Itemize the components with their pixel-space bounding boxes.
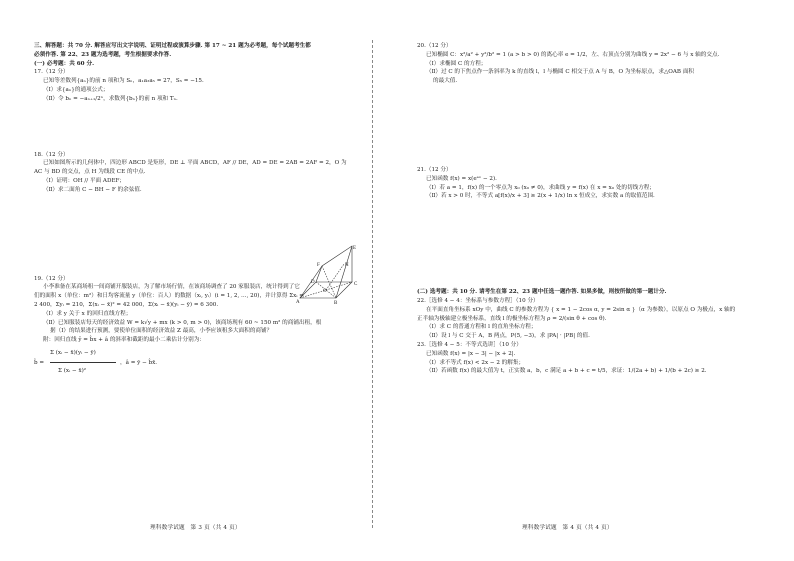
section-three-heading-cont: 必须作答. 第 22、23 题为选考题，考生根据要求作答. bbox=[34, 51, 172, 58]
q23-stem: 已知函数 f(x) = |x − 3| − |x + 2|. bbox=[426, 350, 516, 357]
figure-label-a: A bbox=[296, 300, 300, 304]
q19-stem-cont-2: 2 400，Σyᵢ = 210，Σ(xᵢ − x̄)² = 42 000，Σ(xᵢ − x̄)(yᵢ − ȳ) = 6 300. bbox=[34, 301, 219, 308]
page-4-footer: 理科数学试题 第 4 页（共 4 页） bbox=[522, 525, 613, 531]
q19-stem: 小李准备在某商场租一间商铺开服装店，为了解市场行情，在该商场调查了 20 家服装店，统计得到了它 bbox=[43, 284, 300, 291]
q20-number: 20.（12 分） bbox=[417, 43, 452, 49]
q23-number: 23.［选修 4 − 5：不等式选讲］（10 分） bbox=[417, 341, 522, 348]
fraction-bar bbox=[50, 362, 116, 363]
q17-number: 17.（12 分） bbox=[34, 69, 69, 76]
section-three-heading: 三、解答题：共 70 分. 解答应写出文字说明、证明过程或演算步骤. 第 17 ~ 21 题为必考题，每个试题考生都 bbox=[34, 43, 311, 49]
figure-label-h: H bbox=[345, 263, 349, 268]
b-hat-label: b̂ = bbox=[34, 359, 45, 366]
q21-part-2: （Ⅱ）若 x > 0 时，不等式 a[f(x)/x + 3] ≥ 2(x + 1/x) ln x 恒成立，求实数 a 的取值范围. bbox=[426, 193, 655, 200]
q23-part-2: （Ⅱ）若函数 f(x) 的最大值为 t，正实数 a，b，c 满足 a + b + c = t/5，求证：1/(2a + b) + 1/(b + 2c) ≥ 2. bbox=[426, 368, 707, 375]
q19-stem-cont-1: 们的面积 x（单位：m²）和日均客流量 y（单位：百人）的数据（xᵢ, yᵢ）(i = 1, 2, …, 20)，并计算得 Σxᵢ = bbox=[34, 293, 304, 300]
q18-number: 18.（12 分） bbox=[34, 151, 69, 158]
q20-part-2: （Ⅱ）过 C 的下焦点作一条斜率为 k 的直线 l，l 与椭圆 C 相交于点 A 与 B，O 为坐标原点，求△OAB 面积 bbox=[426, 69, 695, 76]
page-divider bbox=[372, 40, 373, 528]
q17-part-1: （Ⅰ）求{aₙ}的通项公式； bbox=[43, 86, 109, 93]
q21-stem: 已知函数 f(x) = x(eᵃˣ − 2). bbox=[426, 175, 497, 182]
q22-stem-cont: 正半轴为极轴建立极坐标系，直线 l 的极坐标方程为 ρ = 2/(sin θ + cos θ). bbox=[417, 315, 607, 322]
q18-part-2: （Ⅱ）求二面角 C − BH − F 的余弦值. bbox=[43, 186, 142, 193]
page-4-content bbox=[417, 42, 765, 376]
q20-stem: 已知椭圆 C：x²/a² + y²/b² = 1 (a > b > 0) 的离心率 e = 1/2，左、右顶点分别为曲线 y = 2x² − 6 与 x 轴的交点. bbox=[426, 51, 720, 58]
q22-number: 22.［选修 4 − 4：坐标系与参数方程］（10 分） bbox=[417, 297, 539, 304]
q19-part-2-cont: 据（Ⅰ）的结果进行预测，要使单位面积的经济效益 Z 最高，小李应该租多大面积的商铺？ bbox=[50, 328, 273, 335]
page-3-content bbox=[34, 42, 370, 385]
q21-part-1: （Ⅰ）若 a = 1，f(x) 的一个零点为 x₀ (x₀ ≠ 0)，求曲线 y = f(x) 在 x = x₀ 处的切线方程； bbox=[426, 184, 655, 191]
q17-part-2: （Ⅱ）令 bₙ = −aₙ₊₁/2ⁿ，求数列{bₙ}的前 n 项和 Tₙ. bbox=[43, 95, 178, 102]
q18-stem: 已知如图所示的几何体中，四边形 ABCD 是矩形，DE ⊥ 平面 ABCD，AF // DE，AD = DE = 2AB = 2AF = 2，O 为 bbox=[43, 160, 347, 167]
q19-number: 19.（12 分） bbox=[34, 275, 69, 282]
q20-part-1: （Ⅰ）求椭圆 C 的方程； bbox=[426, 60, 487, 67]
q18-geometry-figure bbox=[296, 244, 360, 304]
figure-label-b: B bbox=[334, 301, 338, 304]
exam-page-4 bbox=[397, 0, 794, 561]
q19-part-1: （Ⅰ）求 y 关于 x 的回归直线方程； bbox=[43, 310, 132, 317]
figure-label-e: E bbox=[353, 246, 357, 251]
q21-number: 21.（12 分） bbox=[417, 166, 452, 173]
q17-stem: 已知等差数列{aₙ}的前 n 项和为 Sₙ，a₁a₃a₅ = 27，S₅ = −15. bbox=[43, 78, 204, 85]
q20-part-2-cont: 的最大值. bbox=[433, 78, 458, 85]
figure-label-d: D bbox=[311, 280, 315, 285]
formula-numerator: Σ (xᵢ − x̄)(yᵢ − ȳ) bbox=[50, 349, 96, 356]
formula-denominator: Σ (xᵢ − x̄)² bbox=[58, 367, 87, 374]
q19-part-2: （Ⅱ）已知服装店每天的经济效益 W = k√y + mx (k > 0, m > 0)，该商场现有 60 ~ 150 m² 的商铺出租，根 bbox=[43, 319, 322, 326]
optional-section-heading: (二) 选考题：共 10 分. 请考生在第 22、23 题中任选一题作答. 如果多做，则按所做的第一题计分. bbox=[417, 289, 667, 296]
figure-label-f: F bbox=[317, 263, 320, 268]
q18-stem-cont: AC 与 BD 的交点，点 H 为线段 CE 的中点. bbox=[34, 169, 146, 176]
figure-label-o: O bbox=[323, 289, 327, 294]
q18-part-1: （Ⅰ）证明：OH // 平面 ADEF； bbox=[43, 177, 126, 184]
q22-part-2: （Ⅱ）设 l 与 C 交于 A，B 两点，P(5, −3)，求 |PA| · |PB| 的值. bbox=[426, 333, 590, 340]
q22-part-1: （Ⅰ）求 C 的普通方程和 l 的直角坐标方程； bbox=[426, 324, 537, 331]
q19-appendix: 附：回归直线 ŷ = b̂x + â 的斜率和截距的最小二乘估计分别为： bbox=[43, 337, 205, 344]
required-section-heading: (一) 必考题：共 60 分. bbox=[34, 60, 95, 67]
figure-label-c: C bbox=[354, 282, 358, 287]
q23-part-1: （Ⅰ）求不等式 f(x) < 2x − 2 的解集； bbox=[426, 359, 525, 366]
a-hat-formula: ，â = ȳ − b̂x̄. bbox=[120, 359, 158, 366]
page-3-footer: 理科数学试题 第 3 页（共 4 页） bbox=[150, 525, 241, 531]
q22-stem: 在平面直角坐标系 xOy 中，曲线 C 的参数方程为 { x = 1 − 2cos α, y = 2sin α }（α 为参数），以原点 O 为极点，x 轴的 bbox=[426, 306, 736, 313]
regression-formula bbox=[34, 345, 370, 385]
